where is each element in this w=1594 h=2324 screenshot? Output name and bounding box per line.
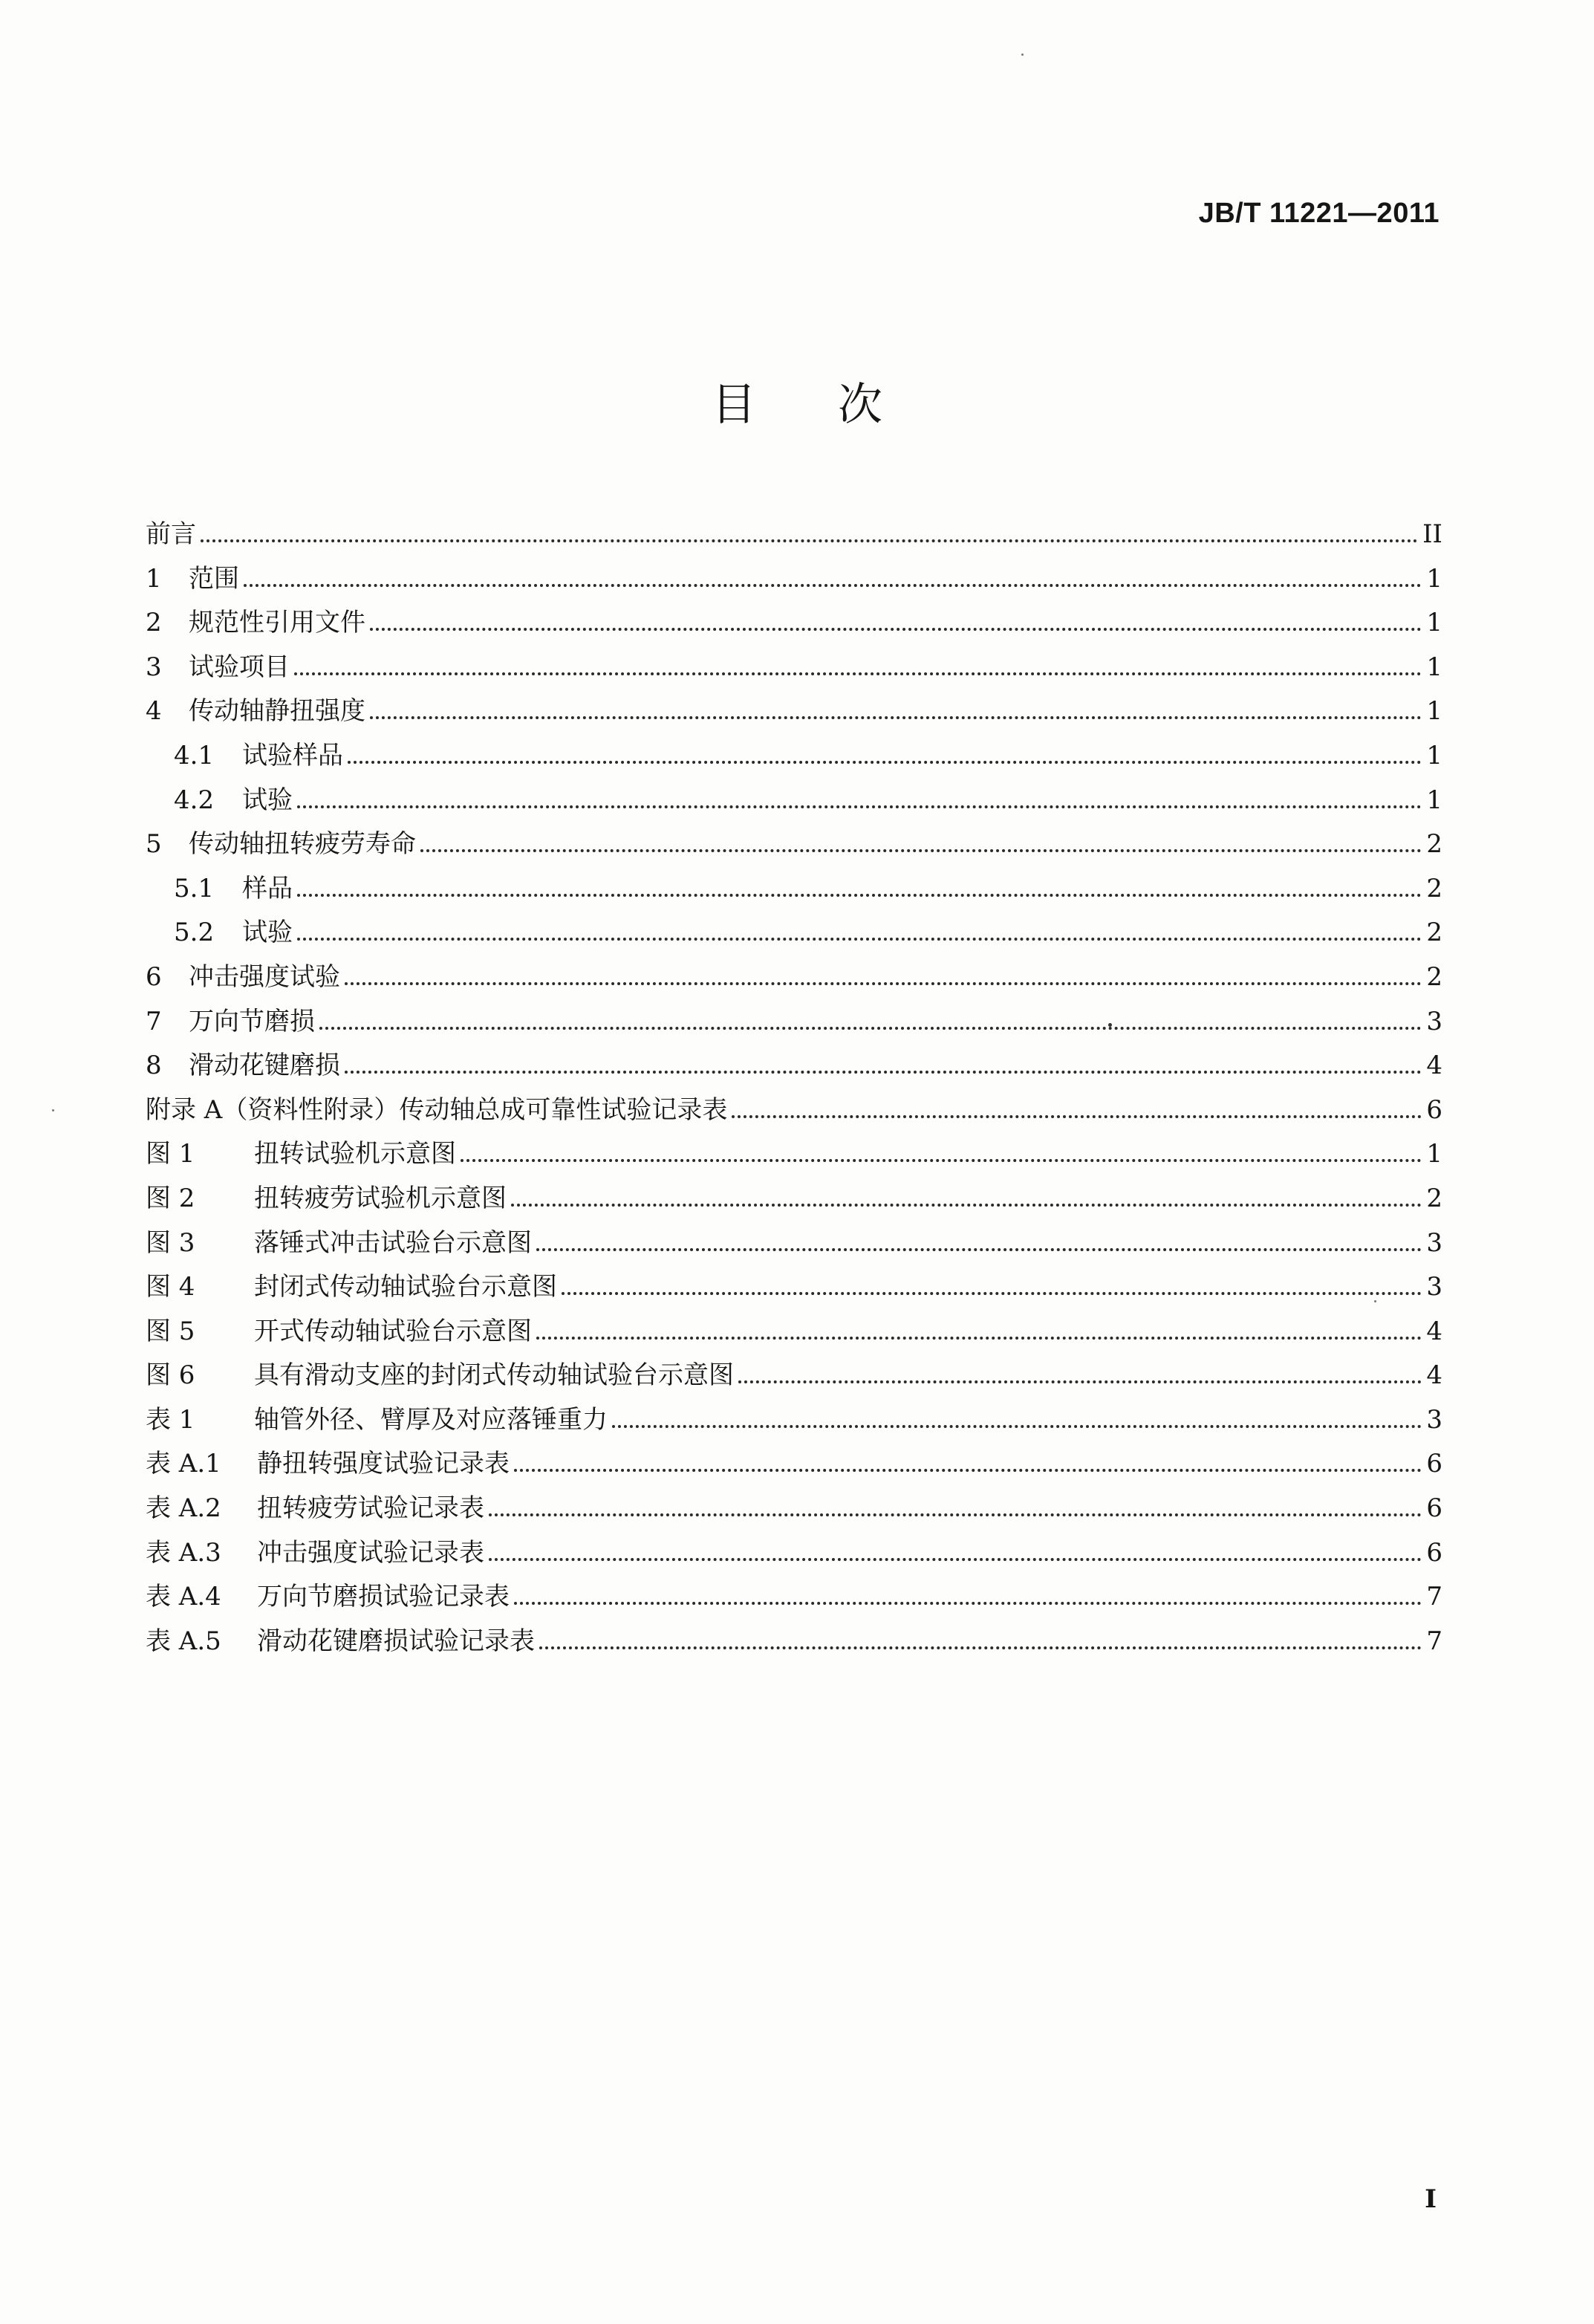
toc-entry-label: 静扭转强度试验记录表	[257, 1449, 510, 1479]
dot-leader	[489, 1558, 1422, 1561]
toc-entry-number: 5	[146, 829, 162, 860]
toc-entry[interactable]	[146, 822, 1442, 867]
toc-entry[interactable]	[146, 1265, 1442, 1310]
dot-leader	[514, 1469, 1422, 1472]
toc-entry-number: 图 4	[146, 1272, 195, 1302]
toc-entry[interactable]	[146, 689, 1442, 734]
dot-leader	[370, 628, 1422, 631]
toc-entry-number: 图 5	[146, 1316, 195, 1346]
dot-leader	[738, 1380, 1422, 1383]
toc-entry-page: 6	[1426, 1493, 1442, 1524]
toc-entry[interactable]	[146, 955, 1442, 1000]
toc-entry-number: 7	[146, 1006, 162, 1036]
toc-entry-number: 5.2	[174, 918, 215, 948]
toc-entry-number: 表 A.2	[146, 1493, 221, 1524]
toc-entry[interactable]	[146, 1354, 1442, 1398]
toc-entry-page: 6	[1426, 1537, 1442, 1568]
toc-entry-number: 3	[146, 652, 162, 682]
dot-leader	[562, 1292, 1422, 1295]
toc-entry[interactable]	[146, 1177, 1442, 1221]
dot-leader	[732, 1115, 1422, 1118]
toc-entry-page: 7	[1426, 1626, 1442, 1656]
dot-leader	[420, 849, 1422, 852]
title-char-2: 次	[838, 379, 882, 431]
toc-entry[interactable]	[146, 1088, 1442, 1133]
toc-entry-page: 1	[1426, 563, 1442, 594]
toc-entry-label: 滑动花键磨损	[189, 1051, 340, 1081]
toc-entry-page: 7	[1426, 1582, 1442, 1612]
toc-entry[interactable]	[146, 779, 1442, 823]
toc-entry-number: 图 2	[146, 1183, 195, 1213]
toc-entry[interactable]	[146, 1000, 1442, 1045]
toc-entry-number: 图 6	[146, 1360, 195, 1391]
toc-entry[interactable]	[146, 1442, 1442, 1487]
toc-entry-number: 图 1	[146, 1139, 195, 1169]
toc-entry[interactable]	[146, 1398, 1442, 1443]
toc-entry[interactable]	[146, 1044, 1442, 1088]
toc-entry[interactable]	[146, 734, 1442, 779]
toc-entry-label: 规范性引用文件	[189, 608, 365, 638]
scan-speck	[1108, 1023, 1112, 1027]
toc-entry-number: 8	[146, 1051, 162, 1081]
toc-entry-label: 附录 A（资料性附录）传动轴总成可靠性试验记录表	[146, 1094, 728, 1125]
toc-entry[interactable]	[146, 646, 1442, 690]
toc-entry[interactable]	[146, 1221, 1442, 1266]
toc-entry-page: 4	[1426, 1051, 1442, 1081]
dot-leader	[345, 982, 1422, 985]
toc-entry-page: 3	[1426, 1006, 1442, 1036]
toc-entry-page: 3	[1426, 1227, 1442, 1258]
toc-entry-page: II	[1422, 519, 1442, 549]
toc-entry-number: 1	[146, 563, 162, 594]
dot-leader	[294, 672, 1422, 675]
toc-entry-page: 2	[1426, 873, 1442, 903]
dot-leader	[319, 1027, 1422, 1030]
dot-leader	[297, 938, 1422, 941]
toc-entry-label: 具有滑动支座的封闭式传动轴试验台示意图	[254, 1360, 734, 1391]
toc-entry-page: 3	[1426, 1404, 1442, 1435]
toc-entry-page: 1	[1426, 785, 1442, 815]
toc-entry-label: 传动轴静扭强度	[189, 696, 365, 727]
dot-leader	[348, 761, 1422, 764]
scan-speck	[1374, 1300, 1376, 1302]
toc-entry[interactable]	[146, 911, 1442, 955]
dot-leader	[297, 894, 1422, 897]
dot-leader	[297, 805, 1422, 808]
dot-leader	[539, 1646, 1422, 1649]
toc-entry-page: 2	[1426, 829, 1442, 860]
toc-entry[interactable]	[146, 1487, 1442, 1531]
footer-page-number: I	[1425, 2184, 1437, 2214]
toc-entry[interactable]	[146, 1575, 1442, 1620]
toc-entry-page: 1	[1426, 608, 1442, 638]
toc-entry-number: 表 1	[146, 1404, 195, 1435]
scan-speck	[1021, 53, 1024, 56]
dot-leader	[536, 1248, 1422, 1251]
dot-leader	[461, 1159, 1422, 1162]
dot-leader	[201, 539, 1418, 542]
dot-leader	[345, 1071, 1422, 1074]
toc-entry-page: 2	[1426, 961, 1442, 992]
toc-entry[interactable]	[146, 1132, 1442, 1177]
dot-leader	[244, 584, 1422, 587]
toc-entry[interactable]	[146, 557, 1442, 602]
toc-entry[interactable]	[146, 1531, 1442, 1576]
dot-leader	[370, 716, 1422, 719]
toc-entry-label: 落锤式冲击试验台示意图	[254, 1227, 532, 1258]
toc-entry-page: 4	[1426, 1316, 1442, 1346]
dot-leader	[536, 1337, 1422, 1340]
toc-entry-number: 5.1	[174, 873, 215, 903]
toc-entry-label: 试验样品	[242, 740, 343, 770]
toc-entry-number: 4.2	[174, 785, 215, 815]
toc-entry-number: 图 3	[146, 1227, 195, 1258]
standard-code: JB/T 11221—2011	[1198, 198, 1440, 229]
toc-entry-page: 6	[1426, 1094, 1442, 1125]
toc-entry-label: 范围	[189, 563, 239, 594]
toc-entry-page: 1	[1426, 740, 1442, 770]
toc-entry-page: 3	[1426, 1272, 1442, 1302]
toc-entry-page: 1	[1426, 652, 1442, 682]
toc-entry-label: 样品	[242, 873, 293, 903]
toc-entry-page: 2	[1426, 918, 1442, 948]
toc-entry-page: 4	[1426, 1360, 1442, 1391]
page-title	[0, 375, 1594, 435]
toc-entry-page: 1	[1426, 696, 1442, 727]
toc-entry-label: 前言	[146, 519, 196, 549]
toc-entry-number: 表 A.3	[146, 1537, 221, 1568]
toc-entry-label: 轴管外径、臂厚及对应落锤重力	[254, 1404, 608, 1435]
toc-entry-label: 万向节磨损试验记录表	[257, 1582, 510, 1612]
toc-entry-label: 试验	[242, 785, 293, 815]
toc-entry[interactable]	[146, 867, 1442, 912]
toc-entry[interactable]	[146, 1310, 1442, 1354]
scan-speck	[52, 1109, 54, 1111]
dot-leader	[489, 1513, 1422, 1516]
toc-entry-number: 4	[146, 696, 162, 727]
toc-entry-number: 6	[146, 961, 162, 992]
toc-entry-label: 冲击强度试验	[189, 961, 340, 992]
toc-entry-label: 试验	[242, 918, 293, 948]
toc-entry-number: 2	[146, 608, 162, 638]
dot-leader	[511, 1204, 1422, 1207]
toc-entry[interactable]	[146, 513, 1442, 557]
toc-entry-page: 1	[1426, 1139, 1442, 1169]
toc-entry[interactable]	[146, 601, 1442, 646]
toc-entry-label: 开式传动轴试验台示意图	[254, 1316, 532, 1346]
table-of-contents	[146, 513, 1442, 1664]
toc-entry-page: 6	[1426, 1449, 1442, 1479]
title-char-1: 目	[712, 379, 756, 431]
toc-entry-number: 表 A.4	[146, 1582, 221, 1612]
dot-leader	[514, 1602, 1422, 1605]
toc-entry-label: 扭转试验机示意图	[254, 1139, 456, 1169]
toc-entry-number: 4.1	[174, 740, 215, 770]
toc-entry-label: 扭转疲劳试验记录表	[257, 1493, 484, 1524]
toc-entry-label: 万向节磨损	[189, 1006, 315, 1036]
toc-entry-label: 滑动花键磨损试验记录表	[257, 1626, 535, 1656]
dot-leader	[612, 1425, 1422, 1428]
toc-entry-number: 表 A.1	[146, 1449, 221, 1479]
toc-entry-label: 扭转疲劳试验机示意图	[254, 1183, 507, 1213]
toc-entry-label: 传动轴扭转疲劳寿命	[189, 829, 416, 860]
toc-entry-number: 表 A.5	[146, 1626, 221, 1656]
toc-entry-label: 冲击强度试验记录表	[257, 1537, 484, 1568]
toc-entry-page: 2	[1426, 1183, 1442, 1213]
toc-entry-label: 试验项目	[189, 652, 290, 682]
toc-entry[interactable]	[146, 1620, 1442, 1664]
toc-entry-label: 封闭式传动轴试验台示意图	[254, 1272, 557, 1302]
